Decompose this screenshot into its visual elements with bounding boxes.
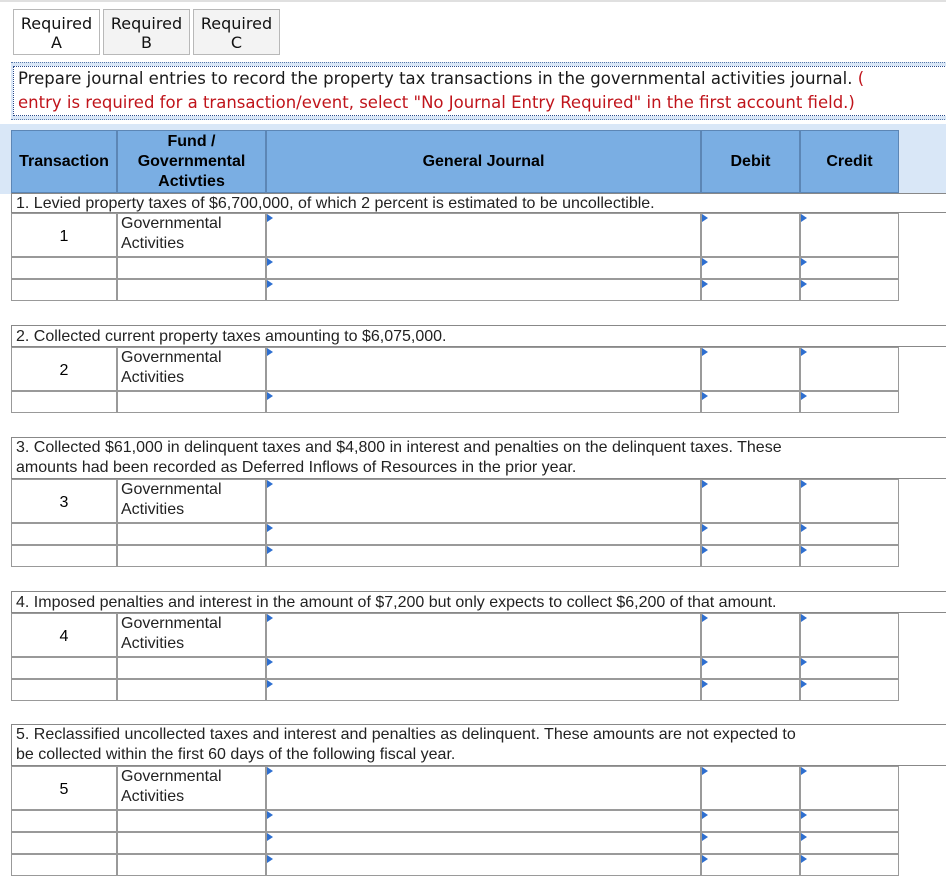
col-header-transaction bbox=[11, 130, 117, 193]
journal-header-label: General Journal bbox=[422, 152, 545, 170]
empty-fund-cell bbox=[117, 832, 266, 854]
empty-transaction-cell bbox=[11, 810, 117, 832]
empty-transaction-cell bbox=[11, 545, 117, 567]
fund-line-2: Activities bbox=[121, 788, 185, 805]
fund-line-1: Governmental bbox=[121, 768, 222, 785]
fund-line-1: Governmental bbox=[121, 215, 222, 232]
credit-input[interactable] bbox=[800, 523, 899, 545]
fund-header-line-3: Activties bbox=[158, 172, 225, 190]
description-line-2: be collected within the first 60 days of the following fiscal year. bbox=[16, 746, 456, 763]
description-line-1: 3. Collected $61,000 in delinquent taxes and $4,800 in interest and penalties on the delinquent taxes. These bbox=[16, 439, 782, 456]
fund-label bbox=[117, 766, 266, 810]
empty-transaction-cell bbox=[11, 257, 117, 279]
account-select[interactable] bbox=[266, 279, 701, 301]
tab-required-b[interactable] bbox=[103, 9, 190, 55]
account-select[interactable] bbox=[266, 810, 701, 832]
empty-transaction-cell bbox=[11, 523, 117, 545]
debit-input[interactable] bbox=[701, 347, 800, 391]
instructions-line-2: entry is required for a transaction/event, select "No Journal Entry Required" in the first account field.) bbox=[18, 93, 855, 112]
debit-input[interactable] bbox=[701, 810, 800, 832]
transaction-header-label: Transaction bbox=[19, 152, 109, 170]
empty-transaction-cell bbox=[11, 657, 117, 679]
fund-line-1: Governmental bbox=[121, 615, 222, 632]
empty-transaction-cell bbox=[11, 854, 117, 876]
credit-input[interactable] bbox=[800, 279, 899, 301]
empty-fund-cell bbox=[117, 391, 266, 413]
transaction-number bbox=[11, 347, 117, 391]
debit-input[interactable] bbox=[701, 213, 800, 257]
tab-label: Required bbox=[200, 14, 273, 33]
fund-header-line-1: Fund / bbox=[167, 132, 216, 150]
description-line-1: 5. Reclassified uncollected taxes and interest and penalties as delinquent. These amounts are not expected to bbox=[16, 726, 796, 743]
debit-input[interactable] bbox=[701, 391, 800, 413]
credit-input[interactable] bbox=[800, 347, 899, 391]
fund-header-line-2: Governmental bbox=[137, 152, 246, 170]
top-divider bbox=[0, 0, 946, 2]
transaction-number-text: 2 bbox=[59, 362, 69, 379]
debit-input[interactable] bbox=[701, 657, 800, 679]
credit-input[interactable] bbox=[800, 613, 899, 657]
credit-input[interactable] bbox=[800, 545, 899, 567]
fund-label bbox=[117, 347, 266, 391]
instructions-box bbox=[11, 62, 946, 120]
fund-label bbox=[117, 613, 266, 657]
transaction-number bbox=[11, 613, 117, 657]
debit-input[interactable] bbox=[701, 257, 800, 279]
tab-label: Required bbox=[20, 14, 93, 33]
empty-transaction-cell bbox=[11, 279, 117, 301]
transaction-number bbox=[11, 766, 117, 810]
debit-input[interactable] bbox=[701, 854, 800, 876]
transaction-number bbox=[11, 479, 117, 523]
tab-letter: C bbox=[230, 33, 243, 52]
debit-input[interactable] bbox=[701, 766, 800, 810]
account-select[interactable] bbox=[266, 257, 701, 279]
tab-required-c[interactable] bbox=[193, 9, 280, 55]
account-select[interactable] bbox=[266, 854, 701, 876]
empty-fund-cell bbox=[117, 279, 266, 301]
transaction-description bbox=[11, 193, 946, 213]
description-text: 1. Levied property taxes of $6,700,000, of which 2 percent is estimated to be uncollectible. bbox=[16, 195, 655, 212]
description-text: 4. Imposed penalties and interest in the amount of $7,200 but only expects to collect $6,200 of that amount. bbox=[16, 594, 777, 611]
col-header-fund bbox=[117, 130, 266, 193]
debit-input[interactable] bbox=[701, 479, 800, 523]
account-select[interactable] bbox=[266, 832, 701, 854]
col-header-general-journal bbox=[266, 130, 701, 193]
credit-input[interactable] bbox=[800, 832, 899, 854]
fund-line-2: Activities bbox=[121, 235, 185, 252]
credit-input[interactable] bbox=[800, 766, 899, 810]
debit-input[interactable] bbox=[701, 523, 800, 545]
transaction-description bbox=[11, 724, 946, 766]
empty-fund-cell bbox=[117, 257, 266, 279]
debit-input[interactable] bbox=[701, 279, 800, 301]
tab-letter: B bbox=[141, 33, 152, 52]
instructions-line-1-tail: ( bbox=[852, 69, 865, 88]
empty-fund-cell bbox=[117, 657, 266, 679]
account-select[interactable] bbox=[266, 391, 701, 413]
col-header-credit bbox=[800, 130, 899, 193]
empty-transaction-cell bbox=[11, 391, 117, 413]
account-select[interactable] bbox=[266, 523, 701, 545]
instructions-line-1: Prepare journal entries to record the property tax transactions in the governmental activities journal. bbox=[18, 69, 853, 88]
transaction-number-text: 5 bbox=[59, 781, 69, 798]
transaction-number-text: 1 bbox=[59, 228, 69, 245]
transaction-number bbox=[11, 213, 117, 257]
tab-required-a[interactable] bbox=[13, 9, 100, 55]
empty-fund-cell bbox=[117, 679, 266, 701]
account-select[interactable] bbox=[266, 657, 701, 679]
account-select[interactable] bbox=[266, 613, 701, 657]
account-select[interactable] bbox=[266, 479, 701, 523]
credit-input[interactable] bbox=[800, 257, 899, 279]
debit-input[interactable] bbox=[701, 545, 800, 567]
account-select[interactable] bbox=[266, 213, 701, 257]
fund-line-1: Governmental bbox=[121, 349, 222, 366]
empty-fund-cell bbox=[117, 523, 266, 545]
debit-input[interactable] bbox=[701, 679, 800, 701]
account-select[interactable] bbox=[266, 545, 701, 567]
fund-label bbox=[117, 213, 266, 257]
col-header-debit bbox=[701, 130, 800, 193]
requirement-tabs bbox=[13, 9, 280, 55]
credit-input[interactable] bbox=[800, 213, 899, 257]
credit-input[interactable] bbox=[800, 854, 899, 876]
description-line-2: amounts had been recorded as Deferred Inflows of Resources in the prior year. bbox=[16, 459, 577, 476]
transaction-description bbox=[11, 437, 946, 479]
credit-input[interactable] bbox=[800, 810, 899, 832]
empty-fund-cell bbox=[117, 854, 266, 876]
credit-input[interactable] bbox=[800, 479, 899, 523]
transaction-description bbox=[11, 325, 946, 347]
fund-line-2: Activities bbox=[121, 501, 185, 518]
fund-line-1: Governmental bbox=[121, 481, 222, 498]
credit-input[interactable] bbox=[800, 391, 899, 413]
empty-transaction-cell bbox=[11, 832, 117, 854]
account-select[interactable] bbox=[266, 347, 701, 391]
credit-input[interactable] bbox=[800, 657, 899, 679]
account-select[interactable] bbox=[266, 766, 701, 810]
fund-label bbox=[117, 479, 266, 523]
debit-header-label: Debit bbox=[730, 152, 771, 170]
transaction-number-text: 3 bbox=[59, 494, 69, 511]
transaction-number-text: 4 bbox=[59, 628, 69, 645]
debit-input[interactable] bbox=[701, 613, 800, 657]
empty-fund-cell bbox=[117, 810, 266, 832]
fund-line-2: Activities bbox=[121, 369, 185, 386]
tab-label: Required bbox=[110, 14, 183, 33]
description-text: 2. Collected current property taxes amounting to $6,075,000. bbox=[16, 328, 447, 345]
empty-fund-cell bbox=[117, 545, 266, 567]
tab-letter: A bbox=[51, 33, 62, 52]
empty-transaction-cell bbox=[11, 679, 117, 701]
debit-input[interactable] bbox=[701, 832, 800, 854]
transaction-description bbox=[11, 591, 946, 613]
account-select[interactable] bbox=[266, 679, 701, 701]
fund-line-2: Activities bbox=[121, 635, 185, 652]
credit-header-label: Credit bbox=[826, 152, 873, 170]
credit-input[interactable] bbox=[800, 679, 899, 701]
